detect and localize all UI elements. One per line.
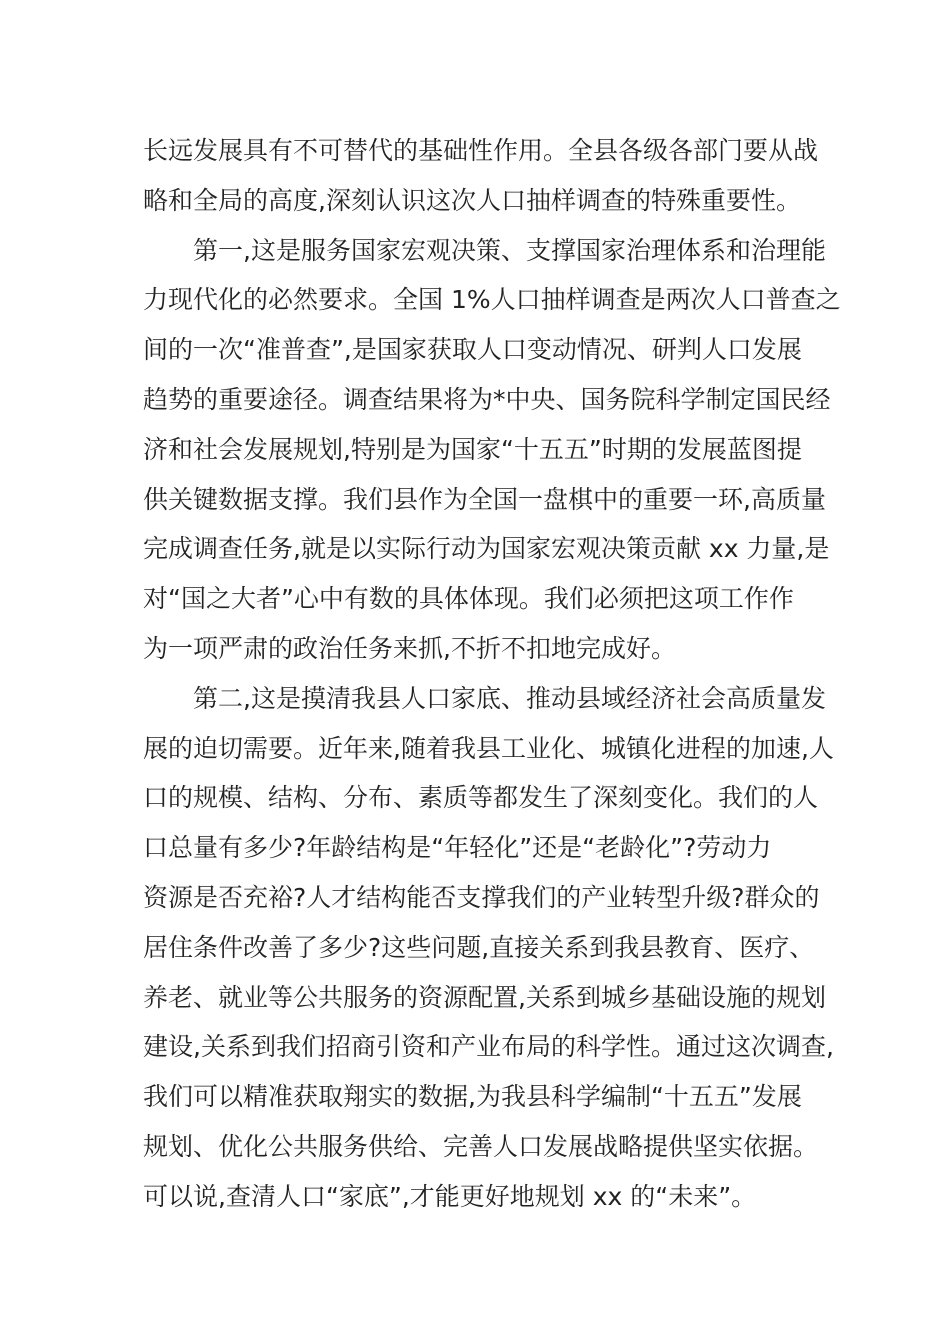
- text-line: 我们可以精准获取翔实的数据,为我县科学编制“十五五”发展: [143, 1082, 802, 1112]
- text-line: 间的一次“准普查”,是国家获取人口变动情况、研判人口发展: [143, 335, 802, 365]
- text-line: 对“国之大者”心中有数的具体体现。我们必须把这项工作作: [143, 584, 794, 614]
- text-line: 展的迫切需要。近年来,随着我县工业化、城镇化进程的加速,人: [143, 733, 834, 763]
- text-line: 资源是否充裕?人才结构能否支撑我们的产业转型升级?群众的: [143, 882, 820, 912]
- text-line: 口的规模、结构、分布、素质等都发生了深刻变化。我们的人: [143, 783, 819, 813]
- text-line: 趋势的重要途径。调查结果将为*中央、国务院科学制定国民经: [143, 384, 831, 414]
- text-line: 养老、就业等公共服务的资源配置,关系到城乡基础设施的规划: [143, 982, 826, 1012]
- text-line: 口总量有多少?年龄结构是“年轻化”还是“老龄化”?劳动力: [143, 833, 772, 863]
- body-text: [143, 126, 841, 1222]
- text-line: 可以说,查清人口“家底”,才能更好地规划 xx 的“未来”。: [143, 1181, 757, 1211]
- text-line: 规划、优化公共服务供给、完善人口发展战略提供坚实依据。: [143, 1131, 819, 1161]
- paragraph-first-line: 第一,这是服务国家宏观决策、支撑国家治理体系和治理能: [193, 235, 826, 265]
- text-line: 建设,关系到我们招商引资和产业布局的科学性。通过这次调查,: [143, 1032, 834, 1062]
- text-line: 居住条件改善了多少?这些问题,直接关系到我县教育、医疗、: [143, 932, 815, 962]
- text-line: 供关键数据支撑。我们县作为全国一盘棋中的重要一环,高质量: [143, 484, 826, 514]
- text-line: 长远发展具有不可替代的基础性作用。全县各级各部门要从战: [143, 136, 819, 165]
- text-line: 力现代化的必然要求。全国 1%人口抽样调查是两次人口普查之: [143, 285, 841, 315]
- text-line: 为一项严肃的政治任务来抓,不折不扣地完成好。: [143, 633, 676, 663]
- text-line: 完成调查任务,就是以实际行动为国家宏观决策贡献 xx 力量,是: [143, 534, 830, 564]
- text-line: 略和全局的高度,深刻认识这次人口抽样调查的特殊重要性。: [143, 185, 801, 215]
- paragraph-first-line: 第二,这是摸清我县人口家底、推动县域经济社会高质量发: [193, 683, 826, 713]
- text-line: 济和社会发展规划,特别是为国家“十五五”时期的发展蓝图提: [143, 434, 802, 464]
